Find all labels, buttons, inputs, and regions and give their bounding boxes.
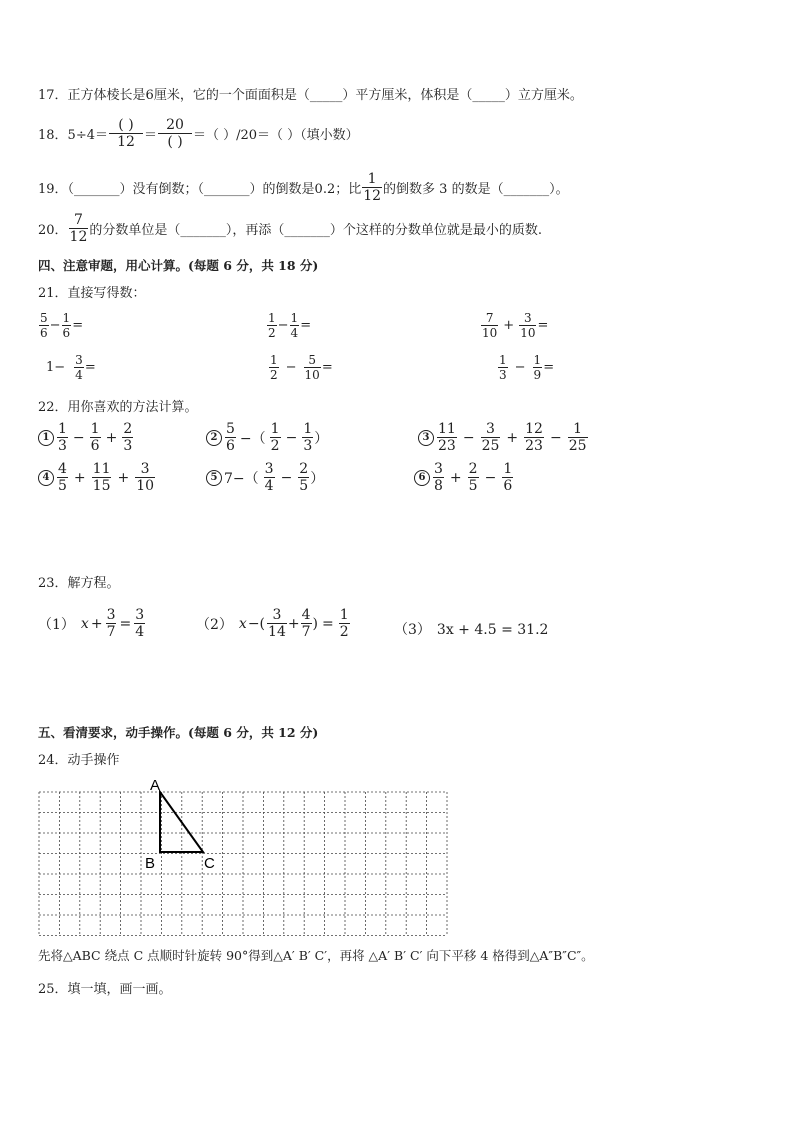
- question-22-title: 22．用你喜欢的方法计算。: [38, 400, 198, 415]
- circled-number-1: 1: [38, 430, 54, 446]
- q18-fraction-2: $\frac{20}{( )}$: [158, 118, 192, 149]
- q21-item-5: $\frac{1}{2}$ − $\frac{5}{10}$ =: [270, 353, 333, 382]
- q18-equals: ＝: [143, 128, 157, 143]
- q22-expr-3: 3 $\frac{11}{23}$ − $\frac{3}{25}$ + $\frac{12}{23}$ − $\frac{1}{25}$: [418, 422, 589, 453]
- q18-suffix: ＝（ ）/20＝（ ）（填小数）: [193, 128, 359, 143]
- dotted-grid: [39, 792, 447, 936]
- question-21-title: 21．直接写得数：: [38, 286, 146, 301]
- question-20: [38, 213, 542, 244]
- circled-number-3: 3: [418, 430, 434, 446]
- q21-item-1: $\frac{5}{6}$ − $\frac{1}{6}$ =: [40, 311, 84, 340]
- circled-number-5: 5: [206, 470, 222, 486]
- q22-expr-4: 4 $\frac{4}{5}$ + $\frac{11}{15}$ + $\frac{3}{10}$: [38, 462, 156, 493]
- label-a: A: [150, 777, 161, 794]
- question-23-title: 23．解方程。: [38, 576, 120, 591]
- q22-expr-1: 1 $\frac{1}{3}$ − $\frac{1}{6}$ + $\frac{2}{3}$: [38, 422, 134, 453]
- circled-number-2: 2: [206, 430, 222, 446]
- q19-text-2: 的倒数多 3 的数是（_______）。: [383, 182, 569, 197]
- section-4-title: 四、注意审题，用心计算。(每题 6 分，共 18 分): [38, 258, 319, 273]
- q23-equation-3: （3） 3x + 4.5 = 31.2: [394, 622, 549, 638]
- q19-fraction: $\frac{1}{12}$: [363, 171, 382, 204]
- q22-expr-5: 5 7−（ $\frac{3}{4}$ − $\frac{2}{5}$ ）: [206, 462, 324, 493]
- question-24-title: 24．动手操作: [38, 753, 120, 768]
- q20-fraction: $\frac{7}{12}$: [69, 212, 88, 245]
- q21-item-4: 1− $\frac{3}{4}$ =: [46, 353, 96, 382]
- q19-text-1: 19．（_______）没有倒数；（_______）的倒数是0.2；比: [38, 182, 362, 197]
- section-5-title: 五、看清要求，动手操作。(每题 6 分，共 12 分): [38, 725, 319, 740]
- question-17: 17．正方体棱长是6厘米，它的一个面面积是（_____）平方厘米，体积是（_____）立方厘米。: [38, 88, 583, 103]
- q23-equation-1: （1） x + $\frac{3}{7}$ = $\frac{3}{4}$: [38, 607, 145, 640]
- q21-item-6: $\frac{1}{3}$ − $\frac{1}{9}$ =: [499, 353, 555, 382]
- q21-item-2: $\frac{1}{2}$ − $\frac{1}{4}$ =: [268, 311, 312, 340]
- question-25-title: 25．填一填，画一画。: [38, 982, 172, 997]
- q23-equation-2: （2） x −( $\frac{3}{14}$ + $\frac{4}{7}$ ) = $\frac{1}{2}$: [196, 607, 349, 640]
- q21-item-3: $\frac{7}{10}$ + $\frac{3}{10}$ =: [482, 311, 549, 340]
- q22-expr-2: 2 $\frac{5}{6}$ −（ $\frac{1}{2}$ − $\frac{1}{3}$ ）: [206, 422, 328, 453]
- q22-expr-6: 6 $\frac{3}{8}$ + $\frac{2}{5}$ − $\frac{1}{6}$: [414, 462, 514, 493]
- q24-caption: 先将△ABC 绕点 C 点顺时针旋转 90°得到△A′ B′ C′，再将 △A′ B′ C′ 向下平移 4 格得到△A″B″C″。: [38, 948, 594, 963]
- grid-figure: [0, 770, 470, 940]
- q18-fraction-1: $\frac{( )}{12}$: [109, 118, 143, 149]
- label-c: C: [204, 855, 215, 872]
- question-18: [38, 118, 359, 149]
- q18-prefix: 18．5÷4＝: [38, 128, 108, 143]
- circled-number-6: 6: [414, 470, 430, 486]
- question-19: [38, 172, 569, 203]
- q20-text: 的分数单位是（_______），再添（_______）个这样的分数单位就是最小的质数.: [89, 223, 543, 238]
- label-b: B: [145, 855, 156, 872]
- circled-number-4: 4: [38, 470, 54, 486]
- q20-prefix: 20．: [38, 223, 68, 238]
